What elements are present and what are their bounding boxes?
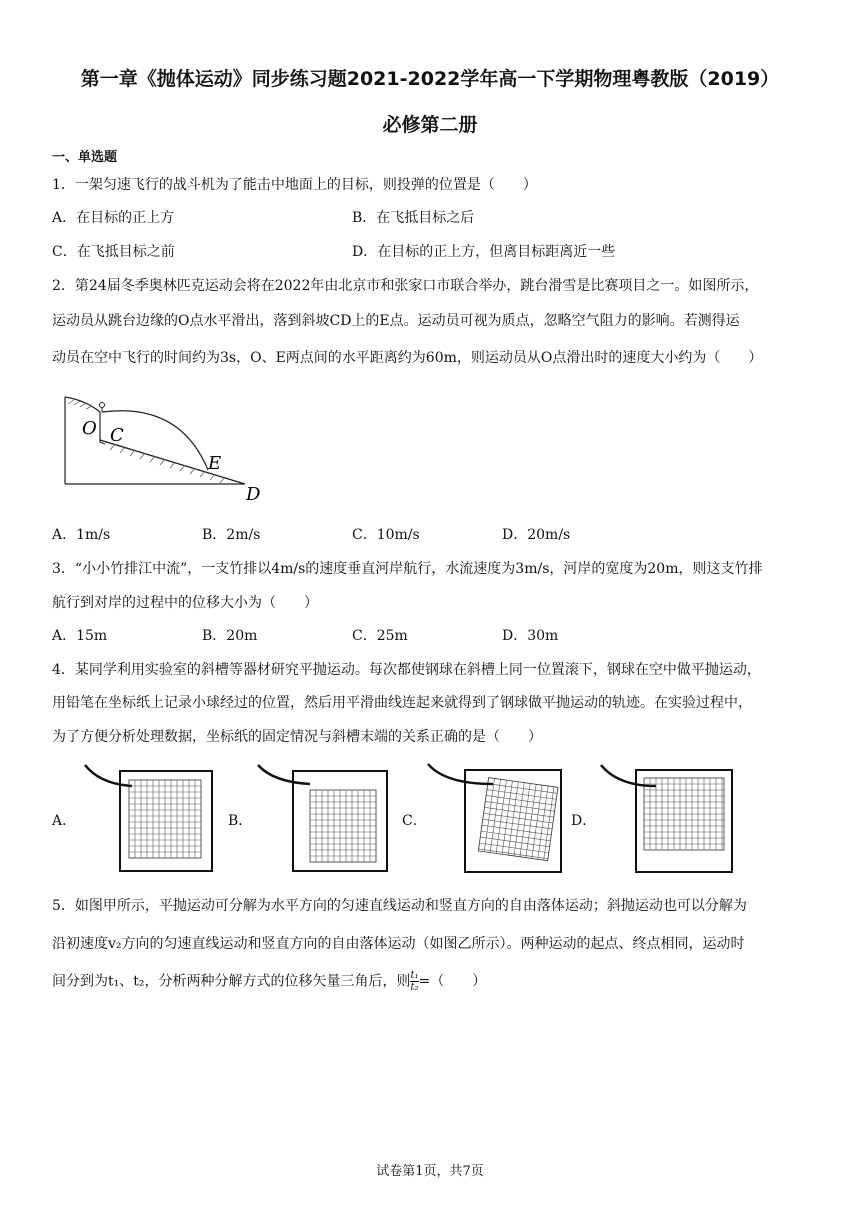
q2-option-a: A．1m/s: [52, 527, 111, 543]
label-e: E: [208, 453, 222, 474]
q1-option-b: B．在飞抵目标之后: [352, 210, 475, 226]
q4-line-2: 用铅笔在坐标纸上记录小球经过的位置，然后用平滑曲线连起来就得到了钢球做平抛运动的轨迹。在实验过程中，: [52, 695, 752, 711]
fraction-numerator: t₁: [410, 970, 419, 981]
ratio-fraction: [410, 970, 418, 993]
q1-option-c: C．在飞抵目标之前: [52, 244, 175, 260]
q4-line-3: 为了方便分析处理数据，坐标纸的固定情况与斜槽末端的关系正确的是（ ）: [52, 729, 542, 745]
label-d: D: [246, 484, 261, 504]
q5-line-3-end: =（ ）: [418, 973, 487, 990]
q2-line-3: 动员在空中飞行的时间约为3s，O、E两点间的水平距离约为60m，则运动员从O点滑出时的速度大小约为（ ）: [52, 350, 763, 366]
section-heading: 一、单选题: [52, 150, 118, 165]
q2-option-c: C．10m/s: [352, 527, 420, 543]
q3-line-1: 3．“小小竹排江中流”，一支竹排以4m/s的速度垂直河岸航行，水流速度为3m/s，河岸的宽度为20m，则这支竹排: [52, 561, 763, 577]
q3-option-b: B．20m: [202, 628, 258, 644]
q5-line-1: 5．如图甲所示，平抛运动可分解为水平方向的匀速直线运动和竖直方向的自由落体运动；斜抛运动也可以分解为: [52, 898, 747, 914]
page-subtitle: 必修第二册: [382, 114, 478, 136]
q3-option-c: C．25m: [352, 628, 408, 644]
fraction-denominator: t₂: [410, 982, 419, 993]
option-b-diagram: [255, 762, 390, 874]
q4-line-1: 4．某同学利用实验室的斜槽等器材研究平抛运动。每次都使钢球在斜槽上同一位置滚下，钢球在空中做平抛运动，: [52, 662, 761, 678]
page-title: 第一章《抛体运动》同步练习题2021-2022学年高一下学期物理粤教版（2019）: [80, 68, 780, 90]
q3-option-d: D．30m: [502, 628, 559, 644]
q3-option-a: A．15m: [52, 628, 108, 644]
label-c: C: [110, 425, 124, 446]
q1-option-d: D．在目标的正上方，但离目标距离近一些: [352, 244, 616, 260]
q2-line-2: 运动员从跳台边缘的O点水平滑出，落到斜坡CD上的E点。运动员可视为质点，忽略空气阻力的影响。若测得运: [52, 313, 740, 329]
q5-line-3-text: 间分到为t₁、t₂，分析两种分解方式的位移矢量三角后，则: [52, 973, 411, 990]
q4-option-d: D．: [571, 813, 597, 829]
q2-line-1: 2．第24届冬季奥林匹克运动会将在2022年由北京市和张家口市联合举办，跳台滑雪是比赛项目之一。如图所示，: [52, 278, 759, 294]
q5-line-3: [52, 970, 486, 993]
q4-option-b: B．: [228, 813, 253, 829]
q4-option-c: C．: [402, 813, 427, 829]
q4-option-a: A．: [52, 813, 77, 829]
q5-line-2: 沿初速度v₂方向的匀速直线运动和竖直方向的自由落体运动（如图乙所示）。两种运动的起点、终点相同，运动时: [52, 936, 745, 952]
q1-option-a: A．在目标的正上方: [52, 210, 175, 226]
option-d-diagram: [596, 762, 736, 874]
label-o: O: [82, 418, 97, 439]
q2-option-b: B．2m/s: [202, 527, 261, 543]
q3-line-2: 航行到对岸的过程中的位移大小为（ ）: [52, 595, 318, 611]
ski-jump-diagram: [60, 392, 270, 504]
option-c-diagram: [425, 762, 565, 874]
q2-option-d: D．20m/s: [502, 527, 571, 543]
option-a-diagram: [80, 762, 215, 874]
q1-stem: 1．一架匀速飞行的战斗机为了能击中地面上的目标，则投弹的位置是（ ）: [52, 177, 537, 193]
page-footer: 试卷第1页，共7页: [376, 1164, 484, 1179]
